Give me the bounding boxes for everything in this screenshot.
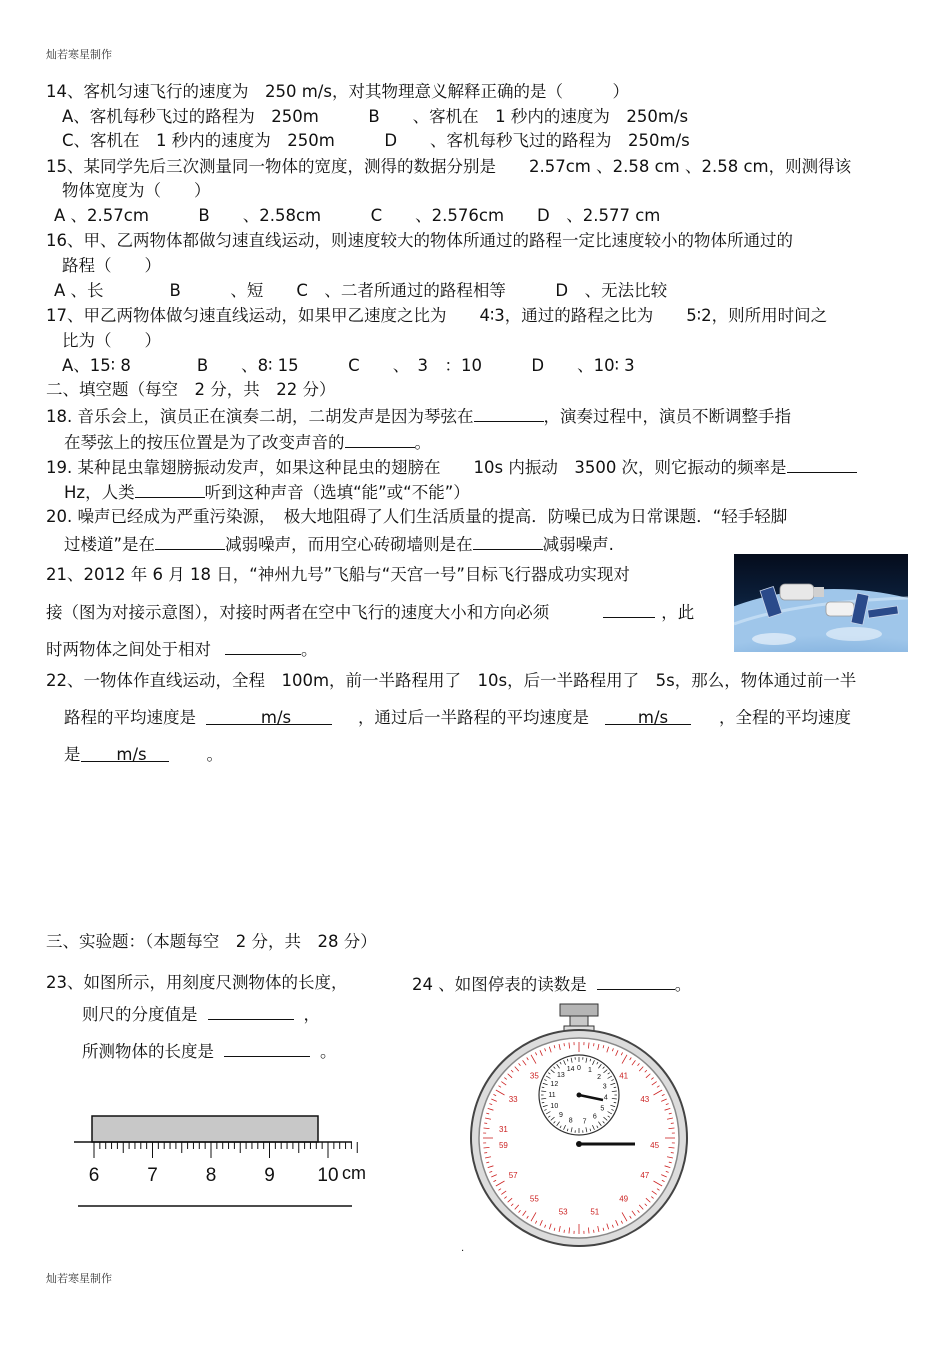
ruler [70,1110,380,1210]
subdial-label: 12 [550,1080,559,1088]
q22-unit-3: m/s [116,745,147,764]
ruler-label: 10 [317,1165,339,1186]
q19-blank-1[interactable] [787,456,857,473]
subdial-label: 3 [602,1083,607,1091]
q23-text-3a: 所测物体的长度是 [82,1042,214,1061]
q24-blank-1[interactable] [597,973,675,990]
q17-stem-2: 比为（ ） [62,331,161,350]
q22-line-3 [64,745,223,765]
stopwatch-stem [570,1016,588,1026]
q24-text-1b: 。 [674,975,692,994]
q18-text-1a: 18. 音乐会上，演员正在演奏二胡，二胡发声是因为琴弦在 [46,407,474,426]
q22-text-3a: 是 [64,745,81,764]
q19-line-2 [64,481,470,503]
q21-text-2a: 接（图为对接示意图），对接时两者在空中飞行的速度大小和方向必须 [46,603,550,622]
q18-blank-1[interactable] [474,405,544,422]
dial-label: 45 [650,1141,660,1151]
dial-label: 43 [640,1095,650,1105]
q20-blank-1[interactable] [155,533,225,550]
q22-blank-3[interactable] [81,745,169,762]
q14-options-cd: C、客机在 1 秒内的速度为 250m D 、客机每秒飞过的路程为 250m/s [62,131,690,150]
ruler-unit: cm [342,1163,366,1183]
stopwatch-crown [560,1004,598,1016]
dial-label: 41 [619,1071,629,1081]
dial-label: 53 [558,1207,568,1217]
subdial-label: 10 [550,1102,559,1110]
dial-label: 57 [508,1171,518,1181]
page-marker: . [461,1243,465,1254]
dial-label: 51 [590,1207,600,1217]
q21-line-2 [46,601,694,623]
second-hand-pivot [576,1141,582,1147]
q15-stem-2: 物体宽度为（ ） [62,181,211,200]
header-text: 灿若寒星制作 [46,48,112,61]
section-3-title: 三、实验题：（本题每空 2 分，共 28 分） [46,932,377,951]
dial-label: 49 [619,1194,629,1204]
q20-line-2 [64,533,614,555]
ruler-label: 9 [264,1165,275,1186]
q19-line-1 [46,456,857,478]
q18-line-1 [46,405,791,427]
q23-text-2b: ， [303,1005,320,1024]
subdial-label: 5 [600,1105,605,1113]
q17-stem-1: 17、甲乙两物体做匀速直线运动，如果甲乙速度之比为 4∶3，通过的路程之比为 5∶2，则所用时间之 [46,306,828,325]
q20-blank-2[interactable] [473,533,543,550]
q15-options: A 、2.57cm B 、2.58cm C 、2.576cm D 、2.577 cm [54,206,661,225]
q19-text-2b: 听到这种声音（选填“能”或“不能”） [204,483,470,502]
q22-unit-1: m/s [260,708,292,727]
q23-text-3b: 。 [320,1042,337,1061]
dial-label: 59 [498,1141,508,1151]
footer-text: 灿若寒星制作 [46,1272,112,1285]
q18-line-2 [64,431,431,453]
q14-stem: 14、客机匀速飞行的速度为 250 m/s，对其物理意义解释正确的是（ ） [46,82,629,101]
q20-line-1: 20. 噪声已经成为严重污染源， 极大地阻碍了人们生活质量的提高．防噪已成为日常课题．“轻手轻脚 [46,507,788,526]
q22-line-1: 22、一物体作直线运动，全程 100m，前一半路程用了 10s，后一半路程用了 5s，那么，物体通过前一半 [46,671,857,690]
q21-text-3a: 时两物体之间处于相对 [46,640,211,659]
q18-text-2a: 在琴弦上的按压位置是为了改变声音的 [64,433,345,452]
q21-text-3b: 。 [301,640,318,659]
q19-text-2a: Hz，人类 [64,483,135,502]
q18-text-2b: 。 [414,433,431,452]
q23-text-2a: 则尺的分度值是 [82,1005,198,1024]
q23-blank-1[interactable] [208,1003,294,1020]
q21-text-2b: ，此 [661,603,695,622]
q22-blank-1[interactable] [206,708,332,725]
dial-label: 33 [508,1095,518,1105]
q22-blank-2[interactable] [605,708,691,725]
stopwatch [462,1000,696,1250]
q23-line-2 [82,1003,320,1025]
subdial-label: 1 [588,1067,592,1075]
q21-line-3 [46,638,318,660]
q21-blank-1[interactable] [603,601,655,618]
subdial-label: 0 [577,1064,581,1072]
q23-blank-2[interactable] [224,1040,310,1057]
q22-unit-2: m/s [637,708,669,727]
docking-illustration [734,554,908,652]
q23-line-1: 23、如图所示，用刻度尺测物体的长度， [46,973,348,992]
section-2-title: 二、填空题（每空 2 分，共 22 分） [46,380,336,399]
q21-line-1: 21、2012 年 6 月 18 日，“神州九号”飞船与“天宫一号”目标飞行器成功实现对 [46,565,630,584]
subdial-label: 6 [592,1113,597,1121]
q20-text-2a: 过楼道”是在 [64,535,156,554]
q17-options: A、15∶ 8 B 、8∶ 15 C 、 3 ：10 D 、10∶ 3 [62,356,635,375]
q16-stem-1: 16、甲、乙两物体都做匀速直线运动，则速度较大的物体所通过的路程一定比速度较小的物体所通过的 [46,231,793,250]
ruler-label: 7 [147,1165,158,1186]
q22-text-2a: 路程的平均速度是 [64,708,196,727]
q19-text-1a: 19. 某种昆虫靠翅膀振动发声，如果这种昆虫的翅膀在 10s 内振动 3500 次，则它振动的频率是 [46,458,787,477]
q24-text-1a: 24 、如图停表的读数是 [412,975,587,994]
q14-options-ab: A、客机每秒飞过的路程为 250m B 、客机在 1 秒内的速度为 250m/s [62,107,689,126]
dial-label: 55 [529,1194,539,1204]
q20-text-2b: 减弱噪声，而用空心砖砌墙则是在 [225,535,473,554]
q19-blank-2[interactable] [135,481,205,498]
subdial-label: 7 [582,1118,587,1126]
q22-text-2b: ，通过后一半路程的平均速度是 [358,708,589,727]
q20-text-2c: 减弱噪声. [542,535,614,554]
subdial-label: 11 [548,1091,556,1099]
dial-label: 35 [529,1071,539,1081]
dial-label: 31 [498,1125,508,1135]
q22-line-2 [64,708,851,728]
minute-hand-pivot [577,1093,582,1098]
q24-line-1 [412,973,691,995]
q21-blank-2[interactable] [225,638,301,655]
q16-stem-2: 路程（ ） [62,256,161,275]
subdial-label: 8 [568,1117,573,1125]
q22-text-2c: ，全程的平均速度 [719,708,851,727]
q23-line-3 [82,1040,337,1062]
subdial-label: 9 [558,1111,563,1119]
ruler-figure [70,1110,380,1210]
q18-text-1b: ，演奏过程中，演员不断调整手指 [543,407,791,426]
ruler-label: 6 [88,1165,100,1186]
subdial-label: 14 [566,1066,575,1074]
subdial-label: 13 [557,1071,565,1079]
q18-blank-2[interactable] [345,431,415,448]
subdial-label: 4 [603,1094,608,1102]
stopwatch-figure [462,1000,696,1250]
measured-object [92,1116,318,1142]
q22-text-3b: 。 [206,745,223,764]
ruler-label: 8 [205,1165,217,1186]
docking-image [734,554,908,652]
dial-label: 47 [640,1171,650,1181]
q16-options: A 、长 B 、短 C 、二者所通过的路程相等 D 、无法比较 [54,281,668,300]
q15-stem-1: 15、某同学先后三次测量同一物体的宽度，测得的数据分别是 2.57cm 、2.58 cm 、2.58 cm，则测得该 [46,157,852,176]
subdial-label: 2 [597,1073,602,1081]
